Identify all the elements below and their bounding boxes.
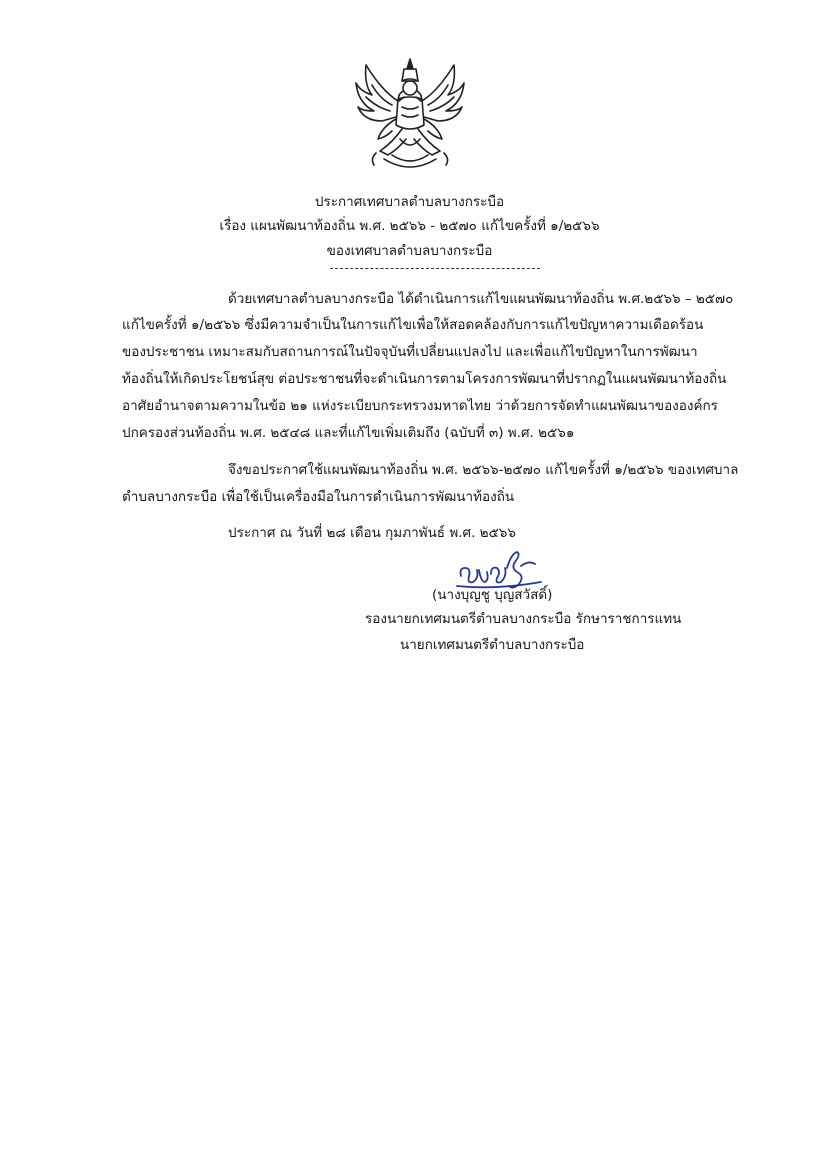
announcement-title: ประกาศเทศบาลตำบลบางกระบือ [314, 194, 505, 210]
paragraph-line: อาศัยอำนาจตามความในข้อ ๒๑ แห่งระเบียบกระทรวงมหาดไทย ว่าด้วยการจัดทำแผนพัฒนาขององค์กร [122, 398, 718, 414]
announcement-subject: เรื่อง แผนพัฒนาท้องถิ่น พ.ศ. ๒๕๖๖ - ๒๕๗๐ แก้ไขครั้งที่ ๑/๒๕๖๖ [219, 218, 600, 234]
paragraph-line: ปกครองส่วนท้องถิ่น พ.ศ. ๒๕๔๘ และที่แก้ไขเพิ่มเติมถึง (ฉบับที่ ๓) พ.ศ. ๒๕๖๑ [122, 425, 575, 441]
signer-title-2: นายกเทศมนตรีตำบลบางกระบือ [400, 637, 585, 653]
signer-name: (นางบุญชู บุญสวัสดิ์) [432, 587, 553, 603]
garuda-emblem-icon [352, 55, 468, 175]
header-divider [330, 268, 540, 269]
paragraph-line: แก้ไขครั้งที่ ๑/๒๕๖๖ ซึ่งมีความจำเป็นในการแก้ไขเพื่อให้สอดคล้องกับการแก้ไขปัญหาความเดือดร้อน [122, 317, 704, 333]
announcement-date: ประกาศ ณ วันที่ ๒๘ เดือน กุมภาพันธ์ พ.ศ. ๒๕๖๖ [228, 525, 516, 541]
paragraph-line: ของประชาชน เหมาะสมกับสถานการณ์ในปัจจุบันที่เปลี่ยนแปลงไป และเพื่อแก้ไขปัญหาในการพัฒนา [122, 344, 698, 360]
signer-title: รองนายกเทศมนตรีตำบลบางกระบือ รักษาราชการแทน [365, 611, 682, 627]
paragraph-line: ด้วยเทศบาลตำบลบางกระบือ ได้ดำเนินการแก้ไขแผนพัฒนาท้องถิ่น พ.ศ.๒๕๖๖ – ๒๕๗๐ [228, 291, 734, 307]
paragraph-line: ตำบลบางกระบือ เพื่อใช้เป็นเครื่องมือในการดำเนินการพัฒนาท้องถิ่น [122, 489, 515, 505]
paragraph-line: ท้องถิ่นให้เกิดประโยชน์สุข ต่อประชาชนที่จะดำเนินการตามโครงการพัฒนาที่ปรากฏในแผนพัฒนาท้องถิ่น [122, 371, 727, 387]
paragraph-line: จึงขอประกาศใช้แผนพัฒนาท้องถิ่น พ.ศ. ๒๕๖๖-๒๕๗๐ แก้ไขครั้งที่ ๑/๒๕๖๖ ของเทศบาล [228, 462, 739, 478]
announcement-issuer: ของเทศบาลตำบลบางกระบือ [326, 243, 493, 259]
